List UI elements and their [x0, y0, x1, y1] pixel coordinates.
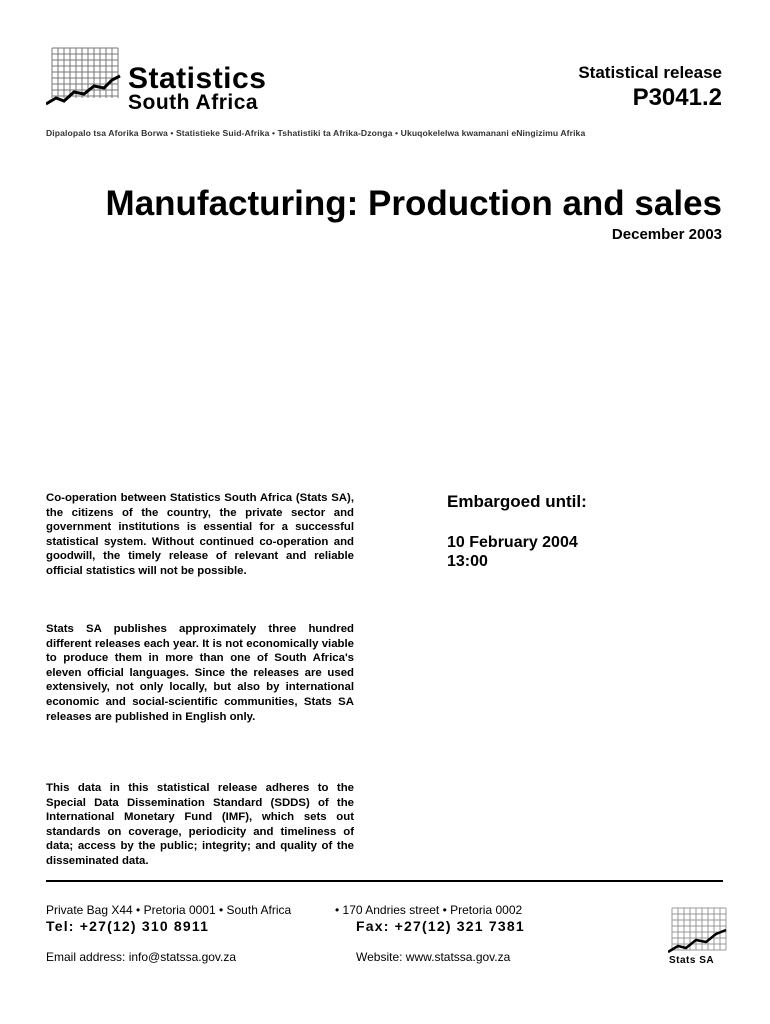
small-logo-label: Stats SA: [669, 955, 715, 966]
stats-sa-logo: [46, 46, 296, 116]
email-address: Email address: info@statssa.gov.za: [46, 950, 237, 964]
telephone: Tel: +27(12) 310 8911: [46, 918, 210, 934]
embargo-date: 10 February 2004: [447, 534, 578, 551]
postal-address: Private Bag X44 • Pretoria 0001 • South Africa: [46, 903, 292, 917]
release-label: Statistical release: [578, 63, 722, 82]
language-paragraph: Stats SA publishes approximately three hundred different releases each year. It is not economically viable to produce them in more than one of South Africa's eleven official languages. Since the releases are used extensively, not only locally, but also by international economic and social-scientific communities, Stats SA releases are published in English only.: [46, 623, 354, 723]
multilingual-tagline: Dipalopalo tsa Aforika Borwa • Statistieke Suid-Afrika • Tshatistiki ta Afrika-Dzonga • Ukuqokelelwa kwamanani eNingizimu Afrika: [46, 128, 586, 138]
footer-divider: [46, 880, 723, 882]
cooperation-paragraph: Co-operation between Statistics South Africa (Stats SA), the citizens of the country, the private sector and government institutions is essential for a successful statistical system. Without continued co-operation and goodwill, the timely release of relevant and reliable official statistics will not be possible.: [46, 492, 354, 577]
embargo-time: 13:00: [447, 553, 488, 570]
release-code: P3041.2: [632, 84, 722, 111]
embargo-label: Embargoed until:: [447, 492, 587, 511]
fax: Fax: +27(12) 321 7381: [356, 918, 525, 934]
logo-grid-icon: [46, 46, 122, 110]
document-period: December 2003: [611, 226, 722, 243]
logo-title: Statistics: [128, 62, 267, 95]
logo-subtitle: South Africa: [128, 91, 259, 114]
document-title: Manufacturing: Production and sales: [105, 184, 722, 223]
sdds-paragraph: This data in this statistical release adheres to the Special Data Dissemination Standard (SDDS) of the International Monetary Fund (IMF), which sets out standards on coverage, periodicity and timeliness of data; access by the public; integrity; and quality of the disseminated data.: [46, 782, 354, 867]
street-address: • 170 Andries street • Pretoria 0002: [335, 903, 523, 917]
website: Website: www.statssa.gov.za: [356, 950, 511, 964]
